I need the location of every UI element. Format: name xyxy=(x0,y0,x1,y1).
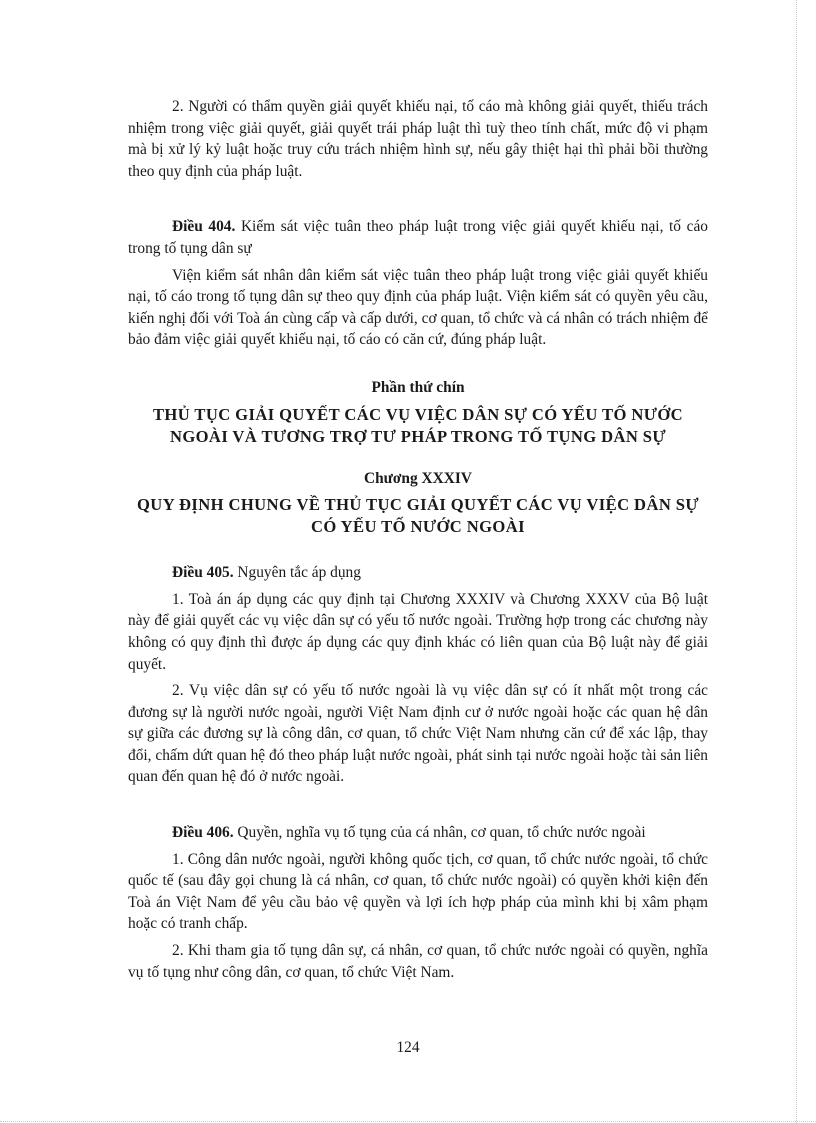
chapter-title: Chương XXXIV xyxy=(364,469,472,487)
chapter-heading-line-1: QUY ĐỊNH CHUNG VỀ THỦ TỤC GIẢI QUYẾT CÁC VỤ VIỆC DÂN SỰ xyxy=(137,495,699,515)
article-404-title: Kiểm sát việc tuân theo pháp luật trong việc giải quyết khiếu nại, tố cáo trong tố tụng dân sự xyxy=(128,218,708,257)
article-405-clause-2: 2. Vụ việc dân sự có yếu tố nước ngoài là vụ việc dân sự có ít nhất một trong các đương sự là người nước ngoài, người Việt Nam định cư ở nước ngoài hoặc các quan hệ dân sự giữa các đương sự là công dân, cơ quan, tổ chức Việt Nam nhưng căn cứ để xác lập, thay đổi, chấm dứt quan hệ đó theo pháp luật nước ngoài, phát sinh tại nước ngoài hoặc tài sản liên quan đến quan hệ đó ở nước ngoài. xyxy=(128,682,708,786)
chapter-heading-line-2: CÓ YẾU TỐ NƯỚC NGOÀI xyxy=(311,517,525,537)
part-heading-line-2: NGOÀI VÀ TƯƠNG TRỢ TƯ PHÁP TRONG TỐ TỤNG DÂN SỰ xyxy=(169,426,667,446)
part-heading xyxy=(128,404,708,448)
article-406-label: Điều 406. xyxy=(172,824,234,842)
page-number: 124 xyxy=(396,1039,420,1056)
article-406-clause-2: 2. Khi tham gia tố tụng dân sự, cá nhân, cơ quan, tổ chức nước ngoài có quyền, nghĩa vụ tố tụng như công dân, cơ quan, tổ chức Việt Nam. xyxy=(128,942,708,981)
article-405-title: Nguyên tắc áp dụng xyxy=(233,564,361,582)
article-405-heading xyxy=(128,562,708,584)
page-edge-divider-bottom xyxy=(0,1121,816,1122)
part-title: Phần thứ chín xyxy=(371,378,465,396)
article-404-body: Viện kiểm sát nhân dân kiểm sát việc tuân theo pháp luật trong việc giải quyết khiếu nại, tố cáo trong tố tụng dân sự theo quy định của pháp luật. Viện kiểm sát có quyền yêu cầu, kiến nghị đối với Toà án cùng cấp và cấp dưới, cơ quan, tổ chức và cá nhân có trách nhiệm để bảo đảm việc giải quyết khiếu nại, tố cáo có căn cứ, đúng pháp luật. xyxy=(128,266,708,349)
article-406-title: Quyền, nghĩa vụ tố tụng của cá nhân, cơ quan, tổ chức nước ngoài xyxy=(233,824,646,842)
article-404-label: Điều 404. xyxy=(172,218,236,236)
article-403-clause-2: 2. Người có thẩm quyền giải quyết khiếu nại, tố cáo mà không giải quyết, thiếu trách nhiệm trong việc giải quyết, giải quyết trái pháp luật thì tuỳ theo tính chất, mức độ vi phạm mà bị xử lý kỷ luật hoặc truy cứu trách nhiệm hình sự, nếu gây thiệt hại thì phải bồi thường theo quy định của pháp luật. xyxy=(128,98,708,180)
page-body xyxy=(128,96,708,983)
part-heading-line-1: THỦ TỤC GIẢI QUYẾT CÁC VỤ VIỆC DÂN SỰ CÓ YẾU TỐ NƯỚC xyxy=(152,404,684,424)
article-406-clause-1: 1. Công dân nước ngoài, người không quốc tịch, cơ quan, tổ chức nước ngoài, tổ chức quốc tế (sau đây gọi chung là cá nhân, cơ quan, tổ chức nước ngoài) có quyền khởi kiện đến Toà án Việt Nam để yêu cầu bảo vệ quyền và lợi ích hợp pháp của mình khi bị xâm phạm hoặc có tranh chấp. xyxy=(128,850,708,933)
article-406-heading xyxy=(128,822,708,844)
article-404-heading xyxy=(128,216,708,259)
article-405-label: Điều 405. xyxy=(172,564,234,582)
page-edge-divider-right xyxy=(796,0,797,1123)
article-405-clause-1: 1. Toà án áp dụng các quy định tại Chương XXXIV và Chương XXXV của Bộ luật này để giải quyết các vụ việc dân sự có yếu tố nước ngoài. Trường hợp trong các chương này không có quy định thì được áp dụng các quy định khác có liên quan của Bộ luật này để giải quyết. xyxy=(128,590,708,673)
chapter-heading xyxy=(128,494,708,538)
